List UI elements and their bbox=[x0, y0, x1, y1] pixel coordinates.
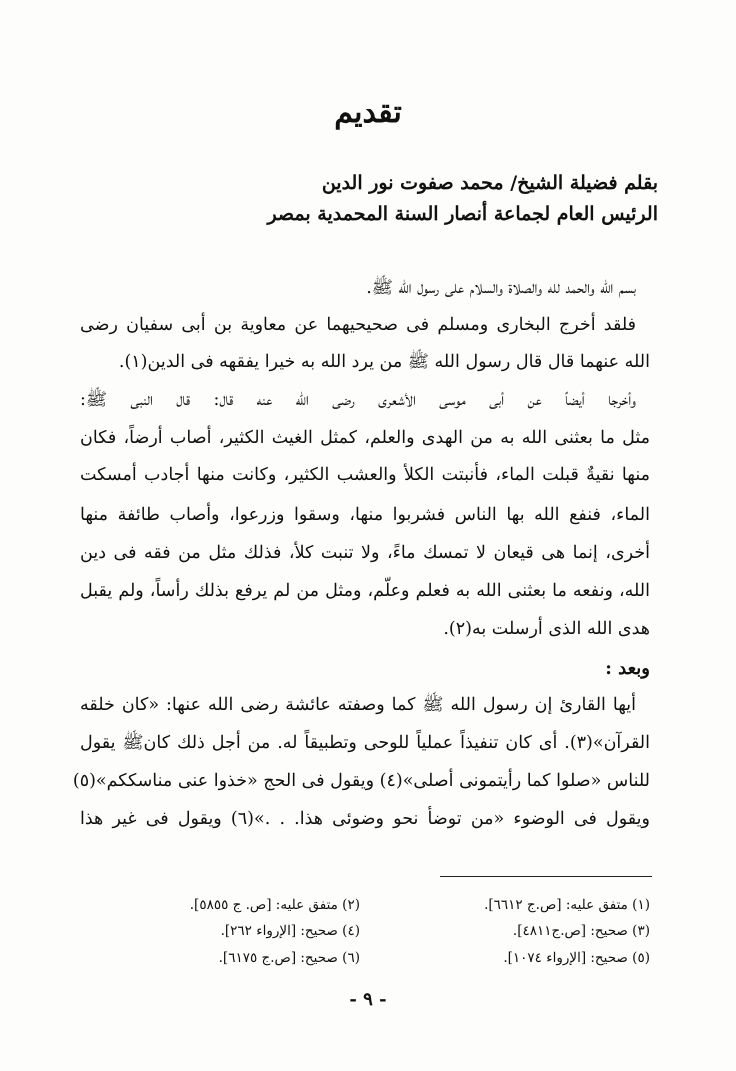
author-line: بقلم فضيلة الشيخ/ محمد صفوت نور الدين bbox=[321, 172, 658, 194]
author-role-line: الرئيس العام لجماعة أنصار السنة المحمدية بمصر bbox=[267, 203, 658, 225]
subheading: وبعد : bbox=[605, 658, 650, 679]
footnote: (٦) صحيح: [ص.ج ٦١٧٥]. bbox=[218, 950, 360, 966]
paragraph-line: هدى الله الذى أرسلت به(٢). bbox=[443, 619, 650, 639]
page-title: تقديم bbox=[334, 95, 402, 130]
page-number: - ٩ - bbox=[349, 989, 387, 1010]
paragraph-line: منها نقيةٌ قبلت الماء، فأنبتت الكلأ والعشب الكثير، وكانت منها أجادب أمسكت bbox=[80, 465, 650, 485]
paragraph-line: وأخرجا أيضاً عن أبى موسى الأشعرى رضى الله عنه قال: قال النبى ﷺ: bbox=[80, 390, 636, 410]
paragraph-line: للناس «صلوا كما رأيتمونى أصلى»(٤) ويقول فى الحج «خذوا عنى مناسككم»(٥) bbox=[72, 771, 650, 791]
paragraph-line: بسم الله والحمد لله والصلاة والسلام على رسول الله ﷺ. bbox=[366, 278, 636, 298]
footnote: (٣) صحيح: [ص.ج٤٨١١]. bbox=[512, 923, 650, 939]
footnote: (١) متفق عليه: [ص.ج ٦٦١٢]. bbox=[484, 897, 650, 913]
footnote: (٢) متفق عليه: [ص. ج ٥٨٥٥]. bbox=[189, 897, 360, 913]
paragraph-line: ويقول فى الوضوء «من توضأ نحو وضوئى هذا. . .»(٦) ويقول فى غير هذا bbox=[80, 809, 650, 829]
paragraph-line: الله، ونفعه ما بعثنى الله به فعلم وعلّم، ومثل من لم يرفع بذلك رأساً، ولم يقبل bbox=[80, 581, 650, 601]
footnote-divider bbox=[440, 876, 652, 877]
footnote: (٤) صحيح: [الإرواء ٢٦٢]. bbox=[220, 923, 360, 939]
paragraph-line: مثل ما بعثنى الله به من الهدى والعلم، كمثل الغيث الكثير، أصاب أرضاً، فكان bbox=[80, 428, 650, 448]
paragraph-line: فلقد أخرج البخارى ومسلم فى صحيحيهما عن معاوية بن أبى سفيان رضى bbox=[80, 315, 636, 335]
paragraph-line: الماء، فنفع الله بها الناس فشربوا منها، وسقوا وزرعوا، وأصاب طائفة منها bbox=[80, 505, 650, 525]
paragraph-line: الله عنهما قال قال رسول الله ﷺ من يرد الله به خيرا يفقهه فى الدين(١). bbox=[118, 352, 650, 372]
paragraph-line: أخرى، إنما هى قيعان لا تمسك ماءً، ولا تنبت كلأ، فذلك مثل من فقه فى دين bbox=[80, 543, 650, 563]
paragraph-line: القرآن»(٣). أى كان تنفيذاً عملياً للوحى وتطبيقاً له. من أجل ذلك كانﷺ يقول bbox=[80, 733, 650, 753]
footnote: (٥) صحيح: [الإرواء ١٠٧٤]. bbox=[503, 950, 650, 966]
paragraph-line: أيها القارئ إن رسول الله ﷺ كما وصفته عائشة رضى الله عنها: «كان خلقه bbox=[80, 695, 636, 715]
